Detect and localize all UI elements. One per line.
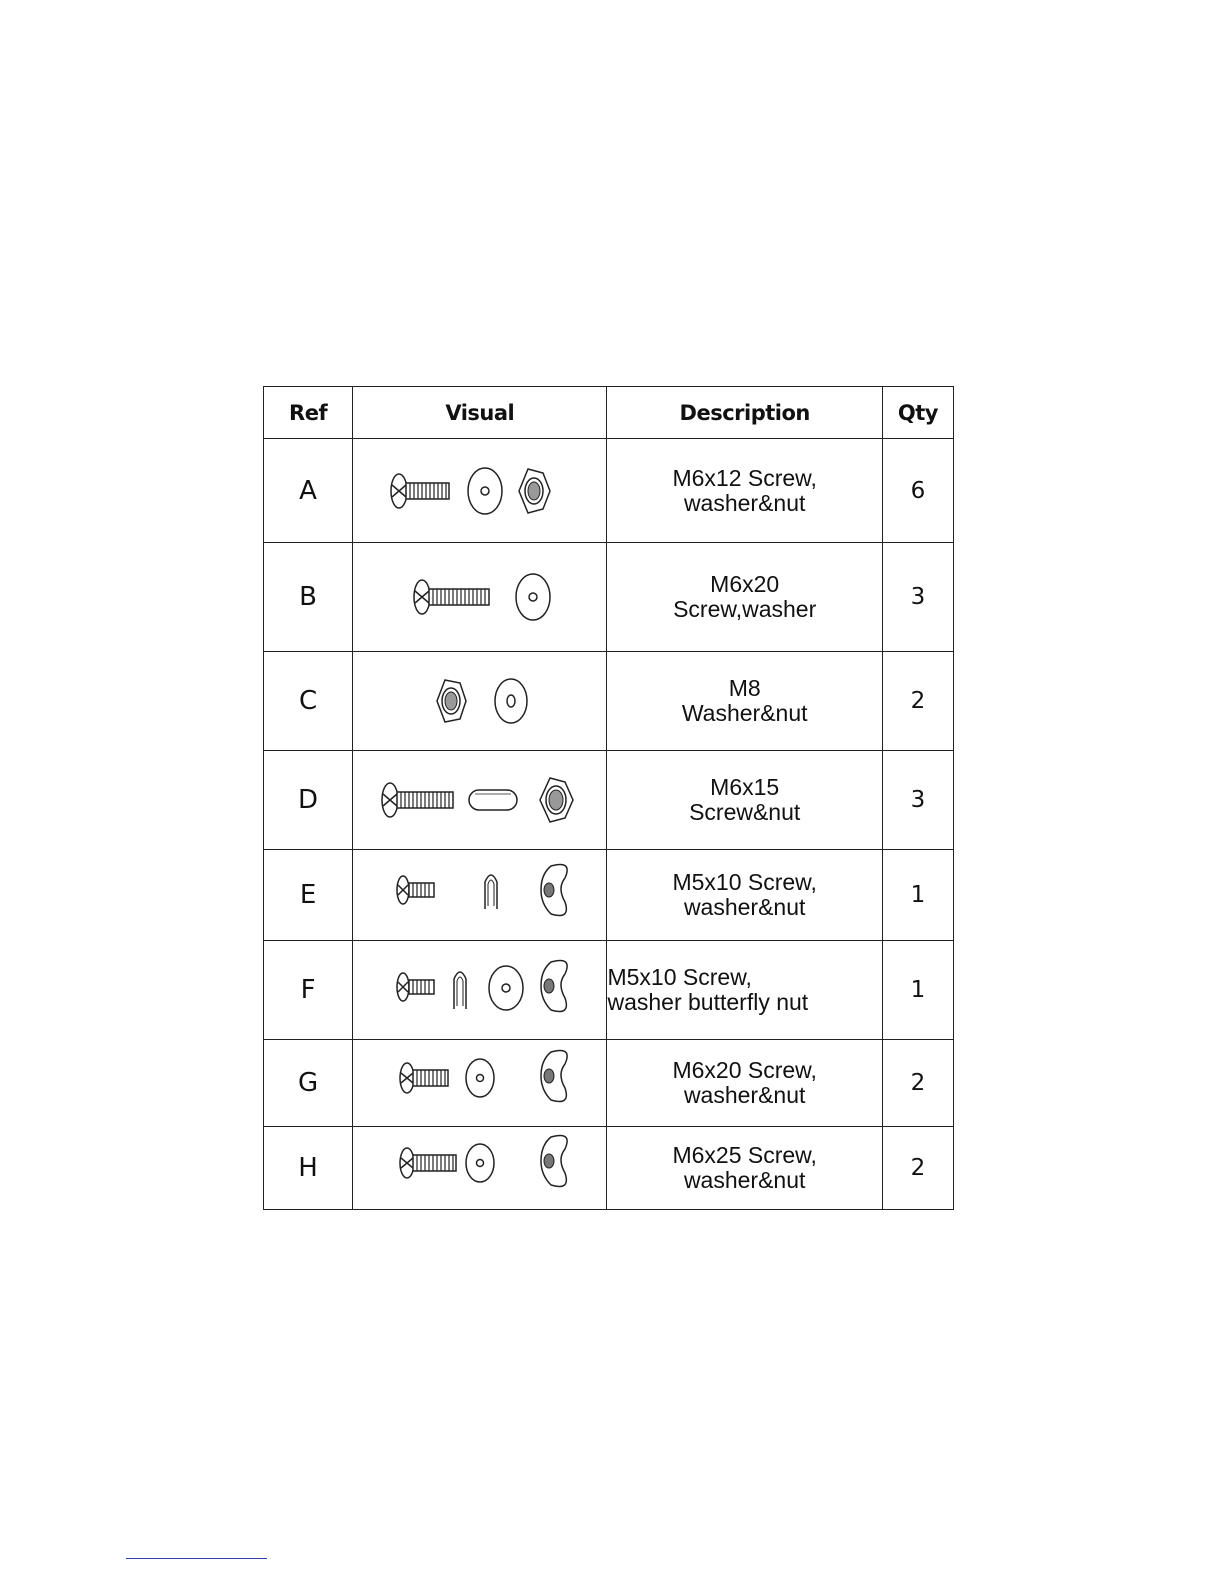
row-description: M6x20 Screw, washer&nut — [607, 1040, 882, 1127]
header-ref: Ref — [264, 387, 353, 439]
row-ref: E — [264, 850, 353, 941]
row-description: M5x10 Screw, washer&nut — [607, 850, 882, 941]
row-visual — [353, 850, 607, 941]
table-row — [264, 543, 954, 652]
screw-washer-nut-icon — [355, 456, 605, 526]
table-row — [264, 1040, 954, 1127]
row-ref: A — [264, 439, 353, 543]
row-ref: B — [264, 543, 353, 652]
nut-washer-icon — [355, 666, 605, 736]
screw-washer-wing-nut-icon — [355, 1048, 605, 1118]
row-description: M6x12 Screw, washer&nut — [607, 439, 882, 543]
row-ref: G — [264, 1040, 353, 1127]
table-row — [264, 850, 954, 941]
row-qty: 2 — [882, 1040, 953, 1127]
screw-spring-washer-wing-nut-icon — [355, 860, 605, 930]
table-row — [264, 439, 954, 543]
row-description: M5x10 Screw, washer butterfly nut — [607, 941, 882, 1040]
row-qty: 3 — [882, 751, 953, 850]
row-description: M6x20 Screw,washer — [607, 543, 882, 652]
table-row — [264, 941, 954, 1040]
row-visual — [353, 652, 607, 751]
row-qty: 3 — [882, 543, 953, 652]
row-qty: 6 — [882, 439, 953, 543]
row-qty: 2 — [882, 1127, 953, 1210]
row-description: M6x15 Screw&nut — [607, 751, 882, 850]
header-visual: Visual — [353, 387, 607, 439]
row-qty: 1 — [882, 941, 953, 1040]
row-visual — [353, 751, 607, 850]
row-ref: D — [264, 751, 353, 850]
table-header-row — [264, 387, 954, 439]
row-visual — [353, 1127, 607, 1210]
header-description: Description — [607, 387, 882, 439]
screw-washers-butterfly-nut-icon — [355, 955, 605, 1025]
footnote-divider — [126, 1558, 267, 1559]
table-row — [264, 751, 954, 850]
row-ref: F — [264, 941, 353, 1040]
row-visual — [353, 543, 607, 652]
row-visual — [353, 1040, 607, 1127]
hardware-parts-table — [263, 386, 954, 1210]
table-row — [264, 652, 954, 751]
header-qty: Qty — [882, 387, 953, 439]
row-qty: 1 — [882, 850, 953, 941]
screw-washer-icon — [355, 562, 605, 632]
row-visual — [353, 941, 607, 1040]
row-ref: C — [264, 652, 353, 751]
row-ref: H — [264, 1127, 353, 1210]
table-row — [264, 1127, 954, 1210]
row-visual — [353, 439, 607, 543]
screw-spacer-nut-icon — [355, 765, 605, 835]
row-description: M8 Washer&nut — [607, 652, 882, 751]
row-description: M6x25 Screw, washer&nut — [607, 1127, 882, 1210]
row-qty: 2 — [882, 652, 953, 751]
screw-washer-wing-nut-icon — [355, 1133, 605, 1203]
